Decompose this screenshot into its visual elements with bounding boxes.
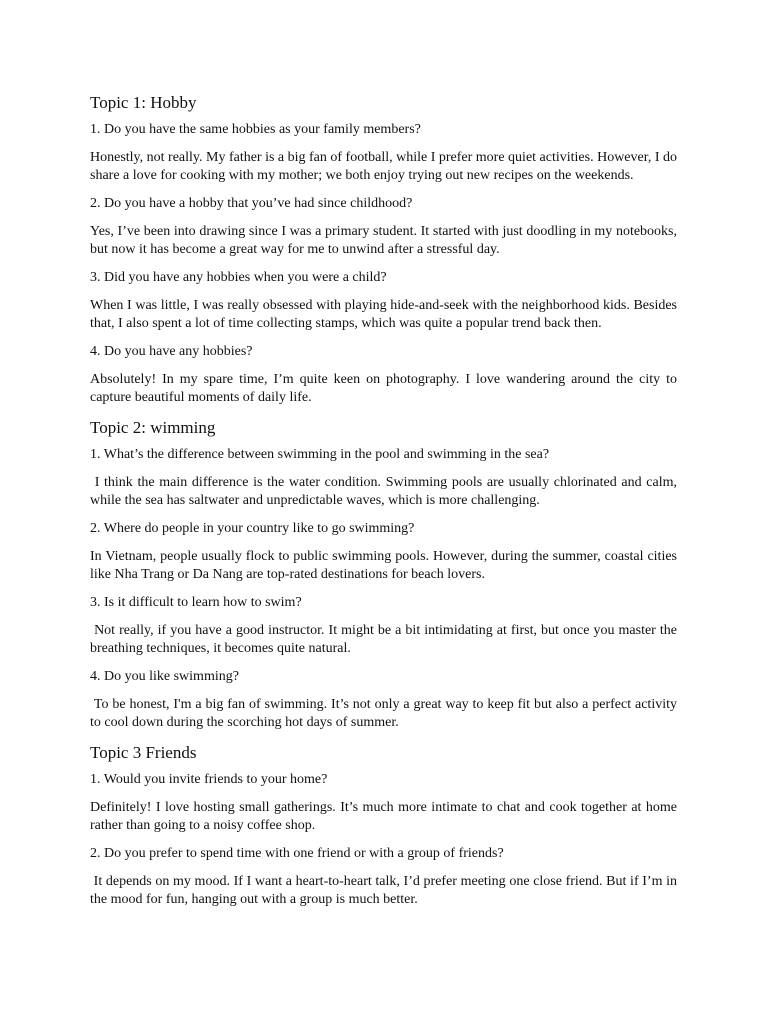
- topic-section-swimming: [90, 417, 681, 732]
- question: 1. What’s the difference between swimming in the pool and swimming in the sea?: [90, 447, 550, 462]
- document-page: [90, 92, 681, 919]
- topic-title: Topic 3 Friends: [90, 743, 197, 762]
- topic-section-hobby: [90, 92, 681, 407]
- question: 3. Is it difficult to learn how to swim?: [90, 595, 302, 610]
- answer: To be honest, I'm a big fan of swimming. It’s not only a great way to keep fit but also a perfect activity to cool down during the scorching hot days of summer.: [90, 697, 681, 730]
- question: 4. Do you have any hobbies?: [90, 344, 253, 359]
- question: 2. Do you have a hobby that you’ve had since childhood?: [90, 196, 413, 211]
- answer: Absolutely! In my spare time, I’m quite keen on photography. I love wandering around the city to capture beautiful moments of daily life.: [90, 372, 681, 405]
- topic-section-friends: [90, 742, 681, 909]
- answer: Definitely! I love hosting small gatherings. It’s much more intimate to chat and cook together at home rather than going to a noisy coffee shop.: [90, 800, 681, 833]
- topic-title: Topic 2: wimming: [90, 418, 216, 437]
- question: 3. Did you have any hobbies when you were a child?: [90, 270, 387, 285]
- question: 2. Where do people in your country like to go swimming?: [90, 521, 415, 536]
- answer: In Vietnam, people usually flock to public swimming pools. However, during the summer, coastal cities like Nha Trang or Da Nang are top-rated destinations for beach lovers.: [90, 549, 681, 582]
- answer: When I was little, I was really obsessed with playing hide-and-seek with the neighborhood kids. Besides that, I also spent a lot of time collecting stamps, which was quite a popular trend back then.: [90, 298, 681, 331]
- answer: It depends on my mood. If I want a heart-to-heart talk, I’d prefer meeting one close friend. But if I’m in the mood for fun, hanging out with a group is much better.: [90, 874, 681, 907]
- topic-title: Topic 1: Hobby: [90, 93, 197, 112]
- answer: Honestly, not really. My father is a big fan of football, while I prefer more quiet activities. However, I do share a love for cooking with my mother; we both enjoy trying out new recipes on the weekends.: [90, 150, 681, 183]
- answer: Not really, if you have a good instructor. It might be a bit intimidating at first, but once you master the breathing techniques, it becomes quite natural.: [90, 623, 681, 656]
- question: 1. Do you have the same hobbies as your family members?: [90, 122, 421, 137]
- question: 4. Do you like swimming?: [90, 669, 239, 684]
- question: 1. Would you invite friends to your home?: [90, 772, 328, 787]
- answer: Yes, I’ve been into drawing since I was a primary student. It started with just doodling in my notebooks, but now it has become a great way for me to unwind after a stressful day.: [90, 224, 681, 257]
- answer: I think the main difference is the water condition. Swimming pools are usually chlorinated and calm, while the sea has saltwater and unpredictable waves, which is more challenging.: [90, 475, 681, 508]
- question: 2. Do you prefer to spend time with one friend or with a group of friends?: [90, 846, 504, 861]
